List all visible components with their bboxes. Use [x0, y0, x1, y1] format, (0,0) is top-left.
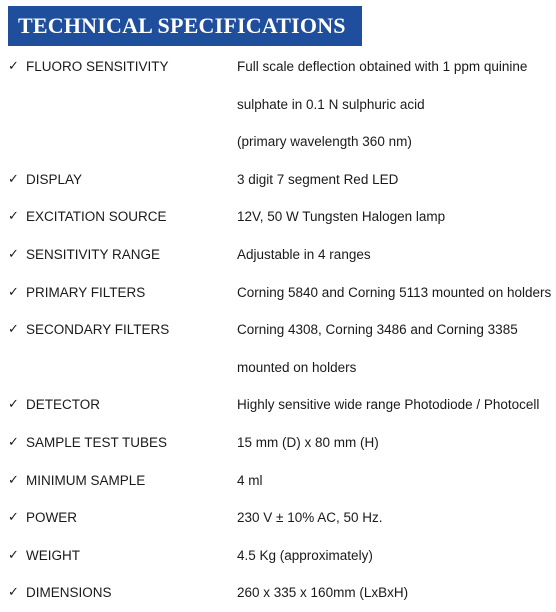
spec-value: 230 V ± 10% AC, 50 Hz. — [237, 510, 383, 526]
checkmark-icon: ✓ — [8, 246, 19, 262]
spec-label: POWER — [26, 510, 78, 526]
checkmark-icon: ✓ — [8, 585, 19, 601]
spec-row — [0, 574, 556, 612]
checkmark-icon: ✓ — [8, 472, 19, 488]
spec-row — [0, 386, 556, 424]
spec-row — [0, 198, 556, 236]
spec-label: SAMPLE TEST TUBES — [26, 434, 168, 450]
spec-label: FLUORO SENSITIVITY — [26, 59, 169, 74]
spec-value: Corning 5840 and Corning 5113 mounted on holders — [237, 284, 552, 300]
spec-row — [0, 499, 556, 537]
checkmark-icon: ✓ — [8, 510, 19, 526]
spec-value: Full scale deflection obtained with 1 ppm quinine — [237, 59, 528, 74]
spec-value: 4.5 Kg (approximately) — [237, 547, 373, 563]
spec-row-continuation — [0, 86, 556, 124]
spec-value: Adjustable in 4 ranges — [237, 246, 371, 262]
spec-value: sulphate in 0.1 N sulphuric acid — [237, 96, 425, 112]
spec-label: MINIMUM SAMPLE — [26, 472, 146, 488]
checkmark-icon: ✓ — [8, 209, 19, 225]
spec-label: SECONDARY FILTERS — [26, 322, 170, 338]
spec-row — [0, 462, 556, 500]
spec-label: SENSITIVITY RANGE — [26, 246, 161, 262]
spec-label: DISPLAY — [26, 171, 83, 187]
spec-value: 12V, 50 W Tungsten Halogen lamp — [237, 209, 446, 225]
spec-label: WEIGHT — [26, 547, 80, 563]
spec-row — [0, 537, 556, 575]
spec-value: 260 x 335 x 160mm (LxBxH) — [237, 585, 409, 601]
spec-value: 3 digit 7 segment Red LED — [237, 171, 399, 187]
spec-list — [0, 48, 556, 612]
spec-row — [0, 311, 556, 349]
spec-value: (primary wavelength 360 nm) — [237, 134, 412, 150]
checkmark-icon: ✓ — [8, 171, 19, 187]
page-title: TECHNICAL SPECIFICATIONS — [8, 6, 362, 46]
spec-value: mounted on holders — [237, 359, 357, 375]
spec-value: Highly sensitive wide range Photodiode / Photocell — [237, 397, 540, 413]
spec-row — [0, 424, 556, 462]
spec-label: DIMENSIONS — [26, 585, 112, 601]
checkmark-icon: ✓ — [8, 397, 19, 413]
spec-row — [0, 236, 556, 274]
spec-value: Corning 4308, Corning 3486 and Corning 3385 — [237, 322, 518, 338]
spec-value: 4 ml — [237, 472, 263, 488]
spec-value: 15 mm (D) x 80 mm (H) — [237, 434, 379, 450]
spec-row-continuation — [0, 349, 556, 387]
spec-label: DETECTOR — [26, 397, 101, 413]
spec-label: EXCITATION SOURCE — [26, 209, 167, 225]
checkmark-icon: ✓ — [8, 284, 19, 300]
checkmark-icon: ✓ — [8, 322, 19, 338]
checkmark-icon: ✓ — [8, 547, 19, 563]
spec-row — [0, 161, 556, 199]
spec-row-continuation — [0, 123, 556, 161]
spec-label: PRIMARY FILTERS — [26, 284, 146, 300]
checkmark-icon: ✓ — [8, 434, 19, 450]
checkmark-icon: ✓ — [8, 59, 19, 74]
spec-row — [0, 48, 556, 86]
spec-row — [0, 274, 556, 312]
